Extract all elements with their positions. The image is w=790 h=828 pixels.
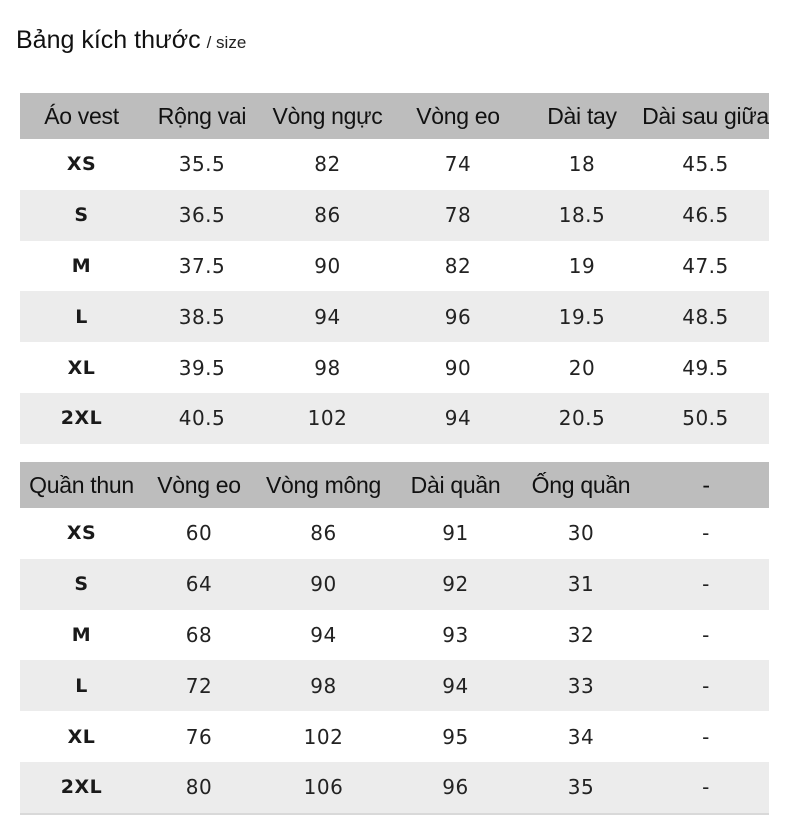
size-label: XL (67, 356, 96, 379)
table-cell: 34 (567, 724, 595, 749)
table-cell: 90 (314, 253, 341, 278)
vest-size-table (20, 93, 769, 444)
table-cell: 98 (314, 355, 341, 380)
table-cell: 19.5 (558, 304, 606, 329)
table-cell: 38.5 (178, 304, 226, 329)
table-cell: 48.5 (682, 304, 729, 329)
table-cell: 94 (310, 622, 337, 647)
size-label: S (74, 204, 89, 227)
table-cell: 72 (185, 673, 213, 698)
table-row (20, 559, 769, 610)
pants-header-length: Dài quần (410, 471, 501, 498)
table-row (20, 660, 769, 711)
size-label: XS (66, 153, 97, 176)
table-cell: 86 (314, 203, 341, 228)
size-label: M (71, 623, 92, 646)
table-cell: 76 (185, 724, 213, 749)
table-cell: 47.5 (682, 253, 729, 278)
table-cell: 92 (442, 572, 469, 597)
table-cell: 20 (568, 355, 596, 380)
table-cell: 94 (314, 304, 341, 329)
table-cell: 82 (444, 253, 472, 278)
table-bottom-divider (20, 813, 769, 815)
table-cell: 94 (444, 406, 472, 431)
table-cell: 93 (442, 622, 469, 647)
table-cell: 18 (568, 152, 596, 177)
table-row (20, 393, 769, 444)
table-cell: 36.5 (178, 203, 226, 228)
pants-header-empty: - (702, 471, 710, 498)
page-title-main: Bảng kích thước (16, 26, 201, 54)
table-cell: 82 (314, 152, 341, 177)
table-row (20, 762, 769, 813)
vest-header-product: Áo vest (44, 102, 119, 129)
table-cell: - (702, 673, 710, 698)
table-cell: 45.5 (682, 152, 729, 177)
pants-table-header (20, 462, 769, 508)
table-row (20, 241, 769, 292)
table-cell: 35 (567, 775, 595, 800)
table-cell: 31 (567, 572, 595, 597)
table-cell: 39.5 (178, 355, 226, 380)
table-cell: 95 (442, 724, 469, 749)
pants-header-product: Quần thun (29, 471, 134, 498)
table-cell: 102 (307, 406, 348, 431)
table-cell: 86 (310, 521, 337, 546)
page-title (16, 26, 246, 66)
table-cell: - (702, 622, 710, 647)
table-cell: 49.5 (682, 355, 729, 380)
table-row (20, 291, 769, 342)
page-title-subtitle: / size (206, 33, 247, 52)
pants-header-waist: Vòng eo (157, 471, 241, 498)
table-cell: - (702, 724, 710, 749)
table-row (20, 610, 769, 661)
table-cell: 20.5 (558, 406, 606, 431)
size-label: M (71, 254, 92, 277)
table-cell: 46.5 (682, 203, 729, 228)
table-cell: - (702, 572, 710, 597)
table-cell: - (702, 775, 710, 800)
table-cell: 40.5 (178, 406, 226, 431)
vest-header-sleeve: Dài tay (547, 102, 617, 129)
size-label: XL (67, 725, 96, 748)
table-cell: 35.5 (178, 152, 226, 177)
table-cell: 50.5 (682, 406, 729, 431)
table-cell: - (702, 521, 710, 546)
table-cell: 74 (444, 152, 472, 177)
size-label: 2XL (60, 776, 103, 799)
vest-header-chest: Vòng ngực (272, 102, 383, 129)
vest-header-waist: Vòng eo (416, 102, 500, 129)
pants-header-leg-opening: Ống quần (531, 471, 631, 498)
table-cell: 96 (444, 304, 472, 329)
table-cell: 78 (444, 203, 472, 228)
table-row (20, 711, 769, 762)
pants-size-table (20, 462, 769, 815)
table-cell: 37.5 (178, 253, 226, 278)
table-cell: 90 (444, 355, 472, 380)
table-cell: 32 (567, 622, 595, 647)
table-row (20, 508, 769, 559)
table-cell: 68 (185, 622, 213, 647)
vest-header-shoulder: Rộng vai (157, 102, 247, 129)
vest-table-header (20, 93, 769, 139)
table-cell: 106 (303, 775, 344, 800)
size-label: XS (66, 522, 97, 545)
table-row (20, 139, 769, 190)
pants-header-hip: Vòng mông (266, 471, 381, 498)
vest-header-back-length: Dài sau giữa (642, 102, 769, 129)
table-cell: 30 (567, 521, 595, 546)
size-label: L (75, 305, 88, 328)
table-cell: 19 (568, 253, 596, 278)
table-cell: 60 (185, 521, 213, 546)
table-cell: 96 (442, 775, 469, 800)
table-cell: 64 (185, 572, 213, 597)
table-row (20, 190, 769, 241)
table-cell: 18.5 (558, 203, 606, 228)
table-cell: 94 (442, 673, 469, 698)
size-label: 2XL (60, 407, 103, 430)
table-cell: 91 (442, 521, 469, 546)
table-row (20, 342, 769, 393)
size-label: L (75, 674, 88, 697)
table-cell: 102 (303, 724, 344, 749)
size-label: S (74, 573, 89, 596)
table-cell: 98 (310, 673, 337, 698)
table-cell: 33 (567, 673, 595, 698)
table-cell: 90 (310, 572, 337, 597)
table-cell: 80 (185, 775, 213, 800)
